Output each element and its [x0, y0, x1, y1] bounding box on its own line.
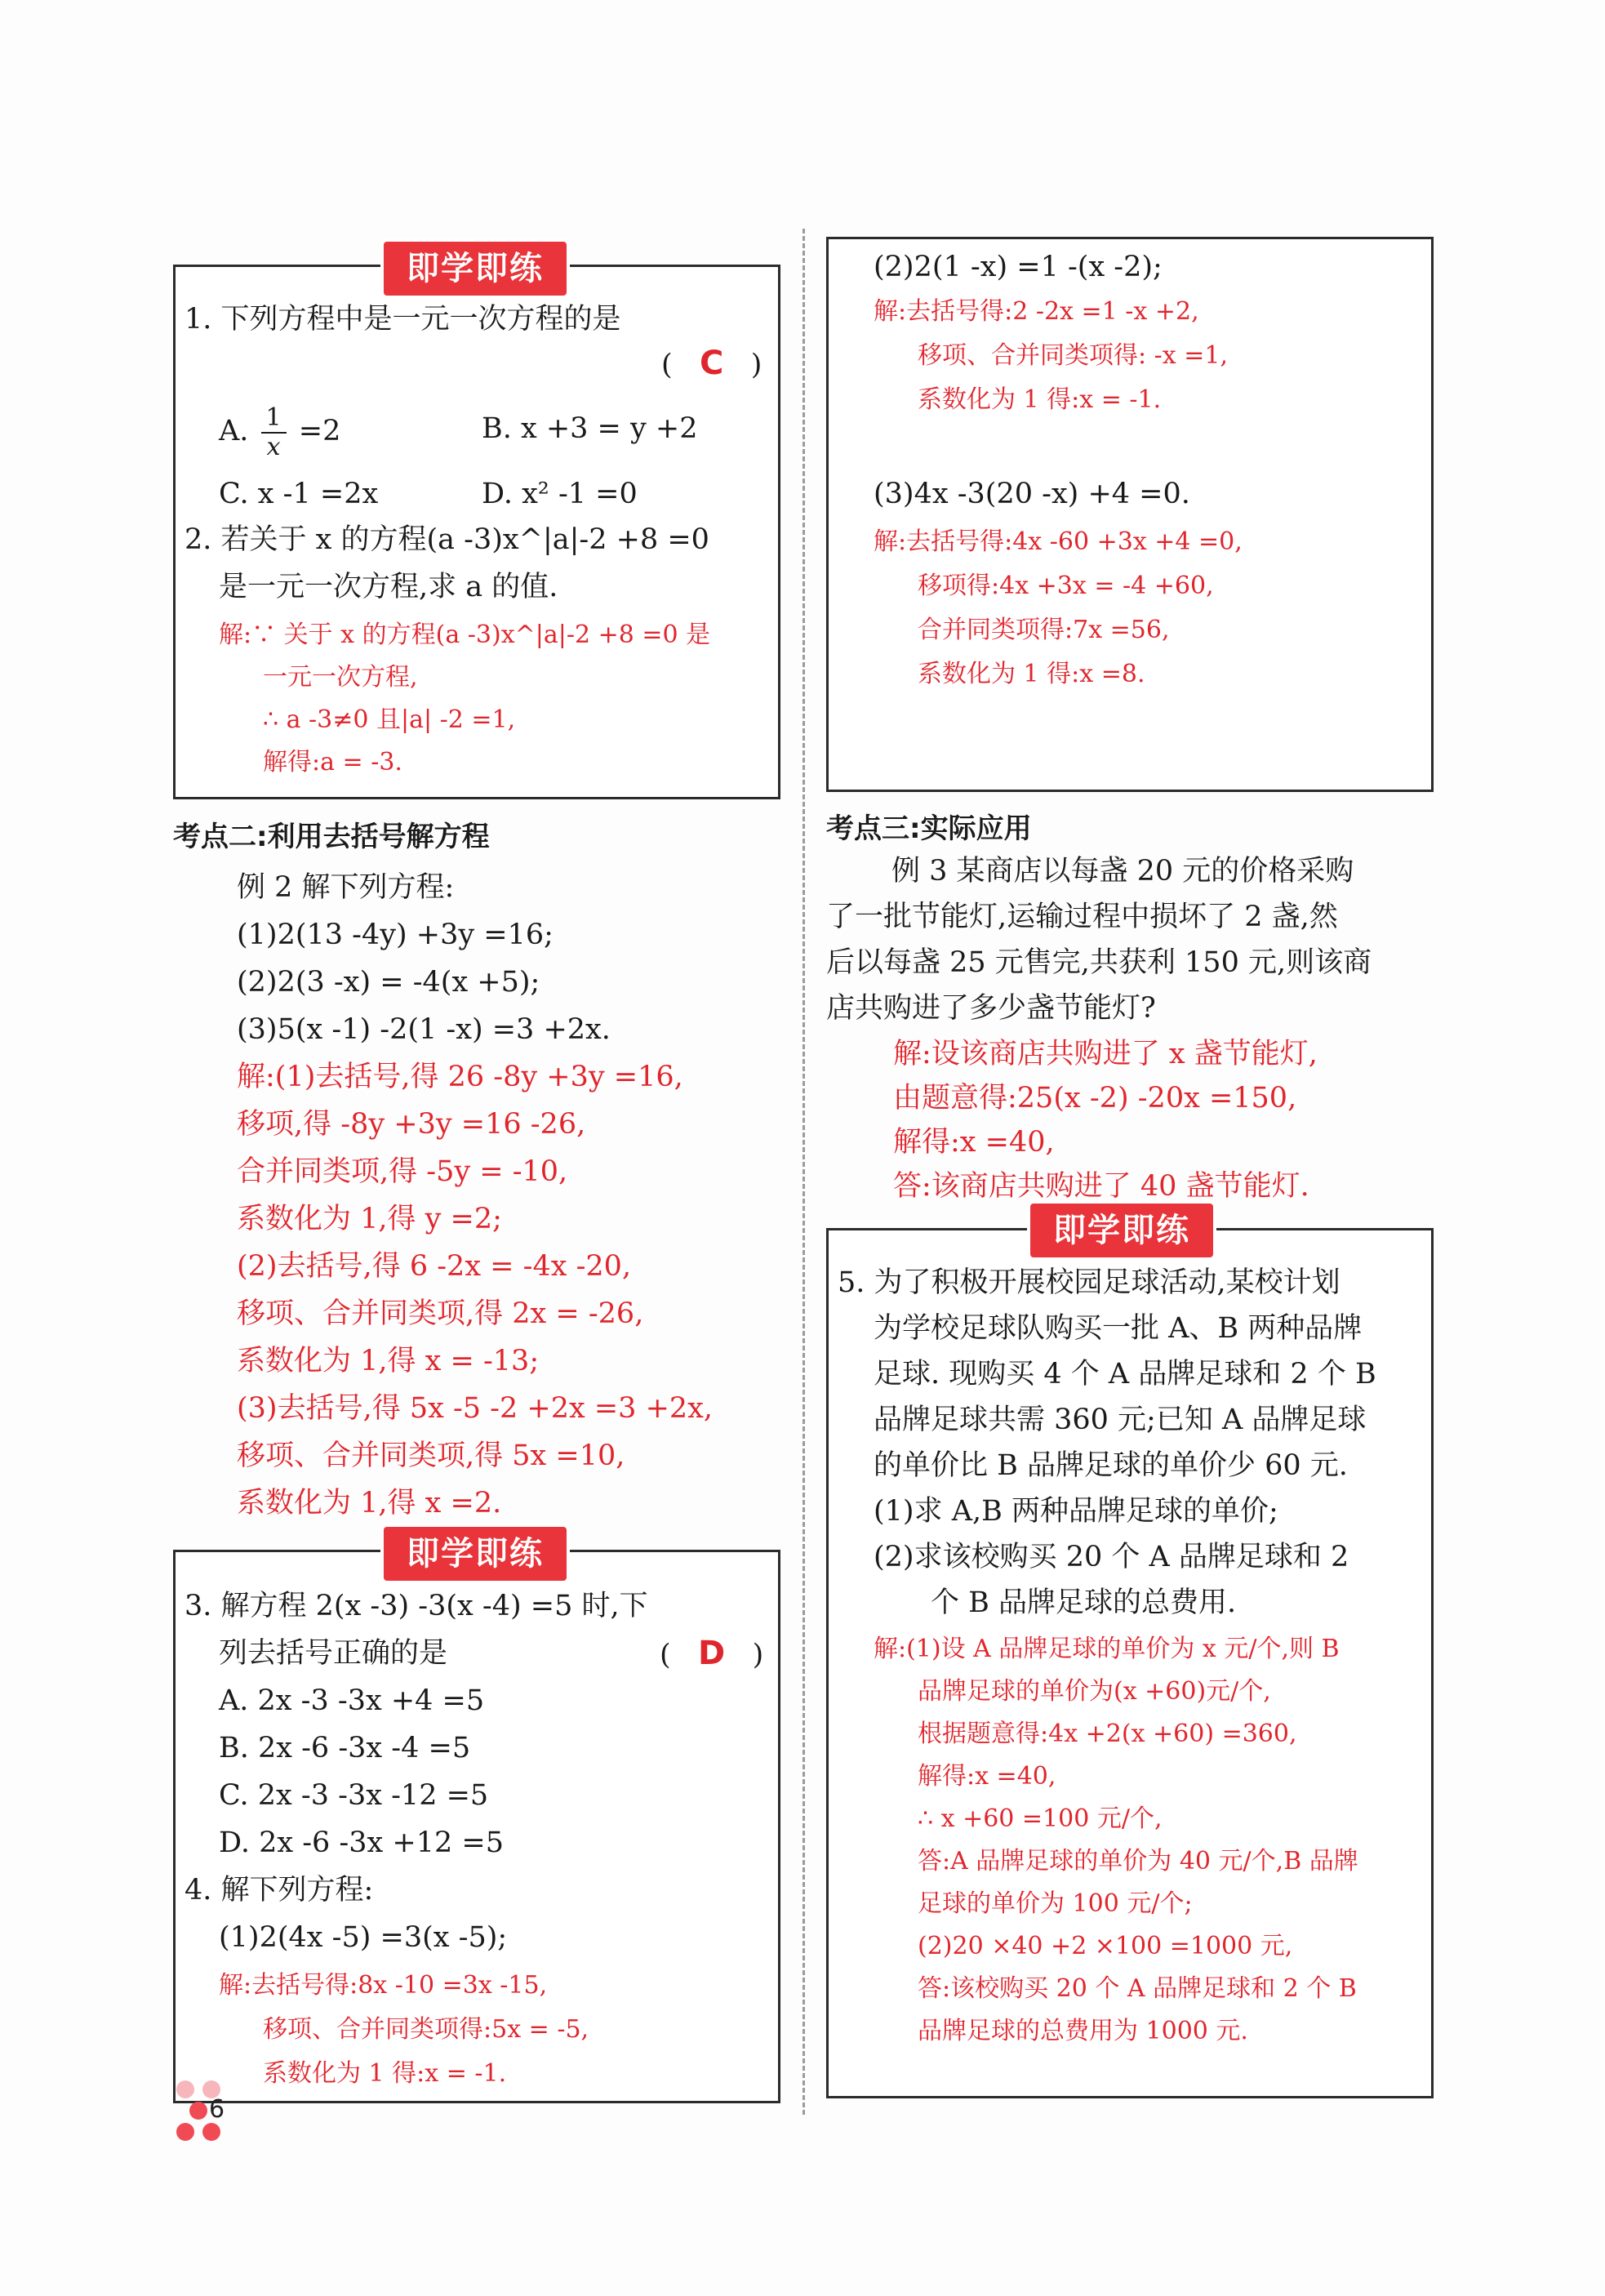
example-2-solution-line: 移项、合并同类项,得 2x = -26,	[237, 1297, 644, 1330]
q5-solution-line: 解:(1)设 A 品牌足球的单价为 x 元/个,则 B	[874, 1635, 1340, 1663]
practice-banner-3: 即学即练	[1030, 1204, 1213, 1257]
q3-option: B. 2x -6 -3x -4 =5	[219, 1732, 471, 1764]
q1-option-c: C. x -1 =2x	[219, 478, 379, 510]
q1-paren-close: )	[750, 349, 762, 381]
q2-solution-line: 解:∵ 关于 x 的方程(a -3)x^|a|-2 +8 =0 是	[219, 621, 711, 649]
fraction-numerator: 1	[261, 404, 287, 434]
q1-stem: 1. 下列方程中是一元一次方程的是	[185, 303, 621, 336]
q2-solution-line: 一元一次方程,	[263, 663, 418, 692]
q3-paren-close: )	[752, 1639, 764, 1671]
kaodian-3-title: 考点三:实际应用	[826, 812, 1032, 845]
example-3-solution-line: 解:设该商店共购进了 x 盏节能灯,	[893, 1038, 1318, 1070]
example-3-line: 了一批节能灯,运输过程中损坏了 2 盏,然	[826, 901, 1338, 933]
q4-solution-line: 系数化为 1 得:x = -1.	[263, 2059, 507, 2088]
example-3-line: 后以每盏 25 元售完,共获利 150 元,则该商	[826, 946, 1372, 979]
q4-equation-1: (1)2(4x -5) =3(x -5);	[219, 1921, 508, 1954]
q4-solution-line: 移项、合并同类项得:5x = -5,	[263, 2015, 589, 2044]
q5-solution-line: 根据题意得:4x +2(x +60) =360,	[918, 1720, 1297, 1748]
decor-dot	[189, 2102, 207, 2120]
q5-solution-line: 答:A 品牌足球的单价为 40 元/个,B 品牌	[918, 1847, 1358, 1876]
example-2-solution-line: 系数化为 1,得 x = -13;	[237, 1345, 540, 1377]
q4-solution-3-line: 移项得:4x +3x = -4 +60,	[918, 572, 1214, 600]
q5-line: 5. 为了积极开展校园足球活动,某校计划	[838, 1266, 1340, 1299]
example-2-solution-line: (3)去括号,得 5x -5 -2 +2x =3 +2x,	[237, 1392, 714, 1425]
decor-dot	[176, 2123, 194, 2141]
q3-answer-paren	[660, 1633, 763, 1675]
decor-dot	[202, 2123, 220, 2141]
q5-line: 的单价比 B 品牌足球的单价少 60 元.	[874, 1449, 1348, 1482]
q4-solution-2-line: 解:去括号得:2 -2x =1 -x +2,	[874, 297, 1199, 326]
example-3-line: 例 3 某商店以每盏 20 元的价格采购	[891, 855, 1354, 888]
q2-solution-line: 解得:a = -3.	[263, 748, 402, 776]
example-2-equation: (3)5(x -1) -2(1 -x) =3 +2x.	[237, 1013, 611, 1046]
example-3-solution-line: 答:该商店共购进了 40 盏节能灯.	[893, 1170, 1309, 1203]
example-2-equation: (1)2(13 -4y) +3y =16;	[237, 919, 554, 951]
decor-dot	[176, 2080, 194, 2098]
q1-option-a-rest: =2	[298, 415, 341, 447]
q1-option-a-prefix: A.	[219, 415, 249, 447]
q5-line: 品牌足球共需 360 元;已知 A 品牌足球	[874, 1404, 1367, 1436]
q5-solution-line: (2)20 ×40 +2 ×100 =1000 元,	[918, 1932, 1293, 1960]
fraction-denominator: x	[266, 432, 281, 461]
q5-line: (1)求 A,B 两种品牌足球的单价;	[874, 1495, 1278, 1528]
q4-solution-3-line: 合并同类项得:7x =56,	[918, 616, 1170, 644]
q1-option-a	[219, 398, 340, 464]
q4-solution-2-line: 移项、合并同类项得: -x =1,	[918, 341, 1228, 370]
example-2-heading: 例 2 解下列方程:	[237, 871, 455, 904]
example-2-solution-line: 系数化为 1,得 y =2;	[237, 1203, 502, 1235]
q4-solution-3-line: 系数化为 1 得:x =8.	[918, 660, 1145, 688]
q4-solution-line: 解:去括号得:8x -10 =3x -15,	[219, 1971, 548, 2000]
q3-line-2: 列去括号正确的是	[219, 1637, 448, 1670]
q3-line-1: 3. 解方程 2(x -3) -3(x -4) =5 时,下	[185, 1590, 648, 1622]
q2-line-2: 是一元一次方程,求 a 的值.	[219, 571, 558, 603]
example-3-solution-line: 解得:x =40,	[893, 1126, 1055, 1159]
q5-solution-line: 答:该校购买 20 个 A 品牌足球和 2 个 B	[918, 1974, 1357, 2003]
q4-solution-2-line: 系数化为 1 得:x = -1.	[918, 385, 1162, 414]
q5-line: (2)求该校购买 20 个 A 品牌足球和 2	[874, 1541, 1349, 1573]
q5-solution-line: ∴ x +60 =100 元/个,	[918, 1804, 1163, 1833]
q3-answer: D	[698, 1635, 726, 1672]
q5-line: 个 B 品牌足球的总费用.	[931, 1586, 1237, 1619]
kaodian-2-title: 考点二:利用去括号解方程	[173, 821, 490, 853]
q1-answer: C	[700, 345, 724, 382]
example-2-solution-line: 解:(1)去括号,得 26 -8y +3y =16,	[237, 1061, 683, 1093]
column-divider	[802, 229, 805, 2115]
q3-option: A. 2x -3 -3x +4 =5	[219, 1684, 485, 1717]
q4-line-1: 4. 解下列方程:	[185, 1874, 374, 1907]
example-2-equation: (2)2(3 -x) = -4(x +5);	[237, 966, 540, 999]
q1-answer-paren	[661, 343, 762, 385]
practice-banner-1: 即学即练	[384, 242, 567, 296]
q5-solution-line: 解得:x =40,	[918, 1762, 1056, 1791]
q2-line-1: 2. 若关于 x 的方程(a -3)x^|a|-2 +8 =0	[185, 523, 709, 556]
q5-solution-line: 品牌足球的总费用为 1000 元.	[918, 2017, 1248, 2045]
q5-solution-line: 品牌足球的单价为(x +60)元/个,	[918, 1677, 1271, 1706]
example-3-solution-line: 由题意得:25(x -2) -20x =150,	[893, 1082, 1297, 1115]
example-3-line: 店共购进了多少盏节能灯?	[826, 992, 1156, 1025]
q4-equation-3: (3)4x -3(20 -x) +4 =0.	[874, 478, 1190, 510]
q3-paren-open: (	[660, 1639, 671, 1671]
q4-equation-2: (2)2(1 -x) =1 -(x -2);	[874, 251, 1163, 283]
q1-option-b: B. x +3 = y +2	[482, 412, 698, 445]
q1-option-d: D. x² -1 =0	[482, 478, 638, 510]
q4-solution-3-line: 解:去括号得:4x -60 +3x +4 =0,	[874, 527, 1243, 556]
example-2-solution-line: (2)去括号,得 6 -2x = -4x -20,	[237, 1250, 632, 1283]
q3-option: C. 2x -3 -3x -12 =5	[219, 1779, 489, 1812]
page-number: 6	[209, 2095, 225, 2124]
q5-line: 足球. 现购买 4 个 A 品牌足球和 2 个 B	[874, 1358, 1376, 1391]
example-2-solution-line: 移项、合并同类项,得 5x =10,	[237, 1439, 625, 1472]
q1-paren-open: (	[661, 349, 673, 381]
q1-option-a-fraction	[261, 404, 287, 461]
example-2-solution-line: 系数化为 1,得 x =2.	[237, 1487, 502, 1520]
q2-solution-line: ∴ a -3≠0 且|a| -2 =1,	[263, 705, 516, 734]
example-2-solution-line: 合并同类项,得 -5y = -10,	[237, 1155, 568, 1188]
q5-solution-line: 足球的单价为 100 元/个;	[918, 1889, 1193, 1918]
q5-line: 为学校足球队购买一批 A、B 两种品牌	[874, 1312, 1363, 1345]
example-2-solution-line: 移项,得 -8y +3y =16 -26,	[237, 1108, 586, 1141]
practice-banner-2: 即学即练	[384, 1527, 567, 1581]
q3-option: D. 2x -6 -3x +12 =5	[219, 1827, 504, 1859]
